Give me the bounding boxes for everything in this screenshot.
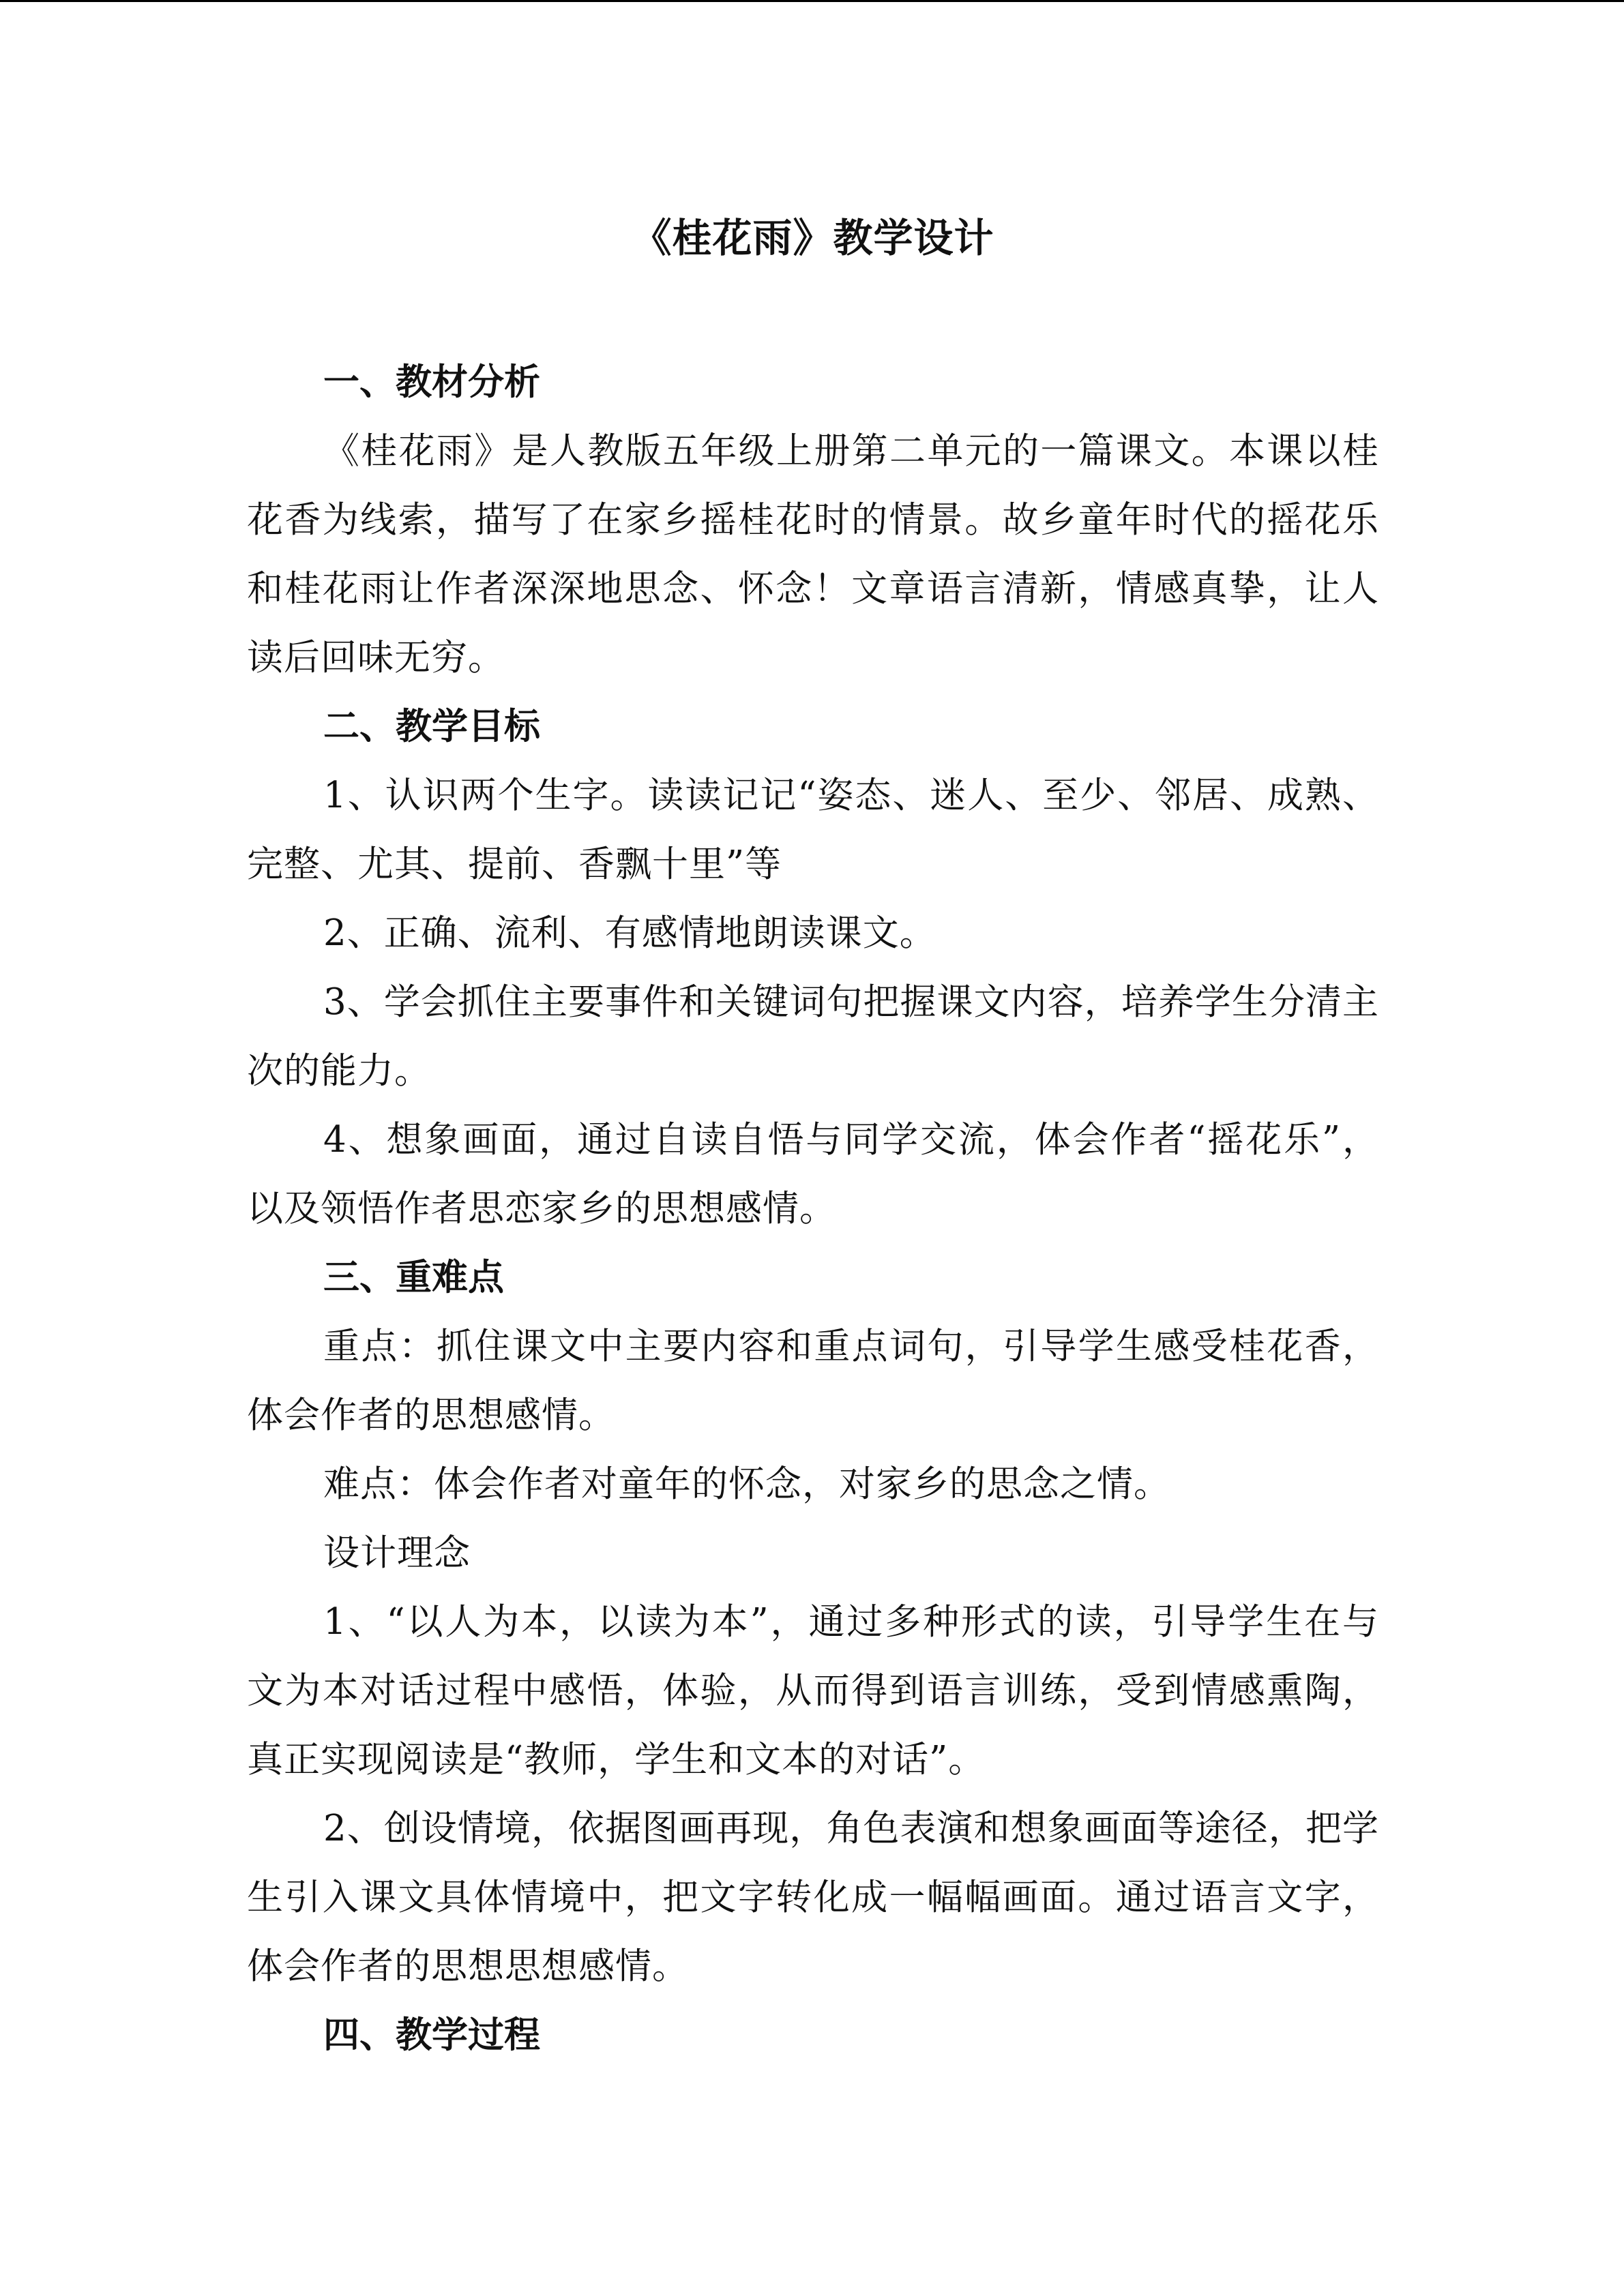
paragraph-goal-3: 3、学会抓住主要事件和关键词句把握课文内容，培养学生分清主次的能力。 xyxy=(247,981,1379,1092)
section-heading-key-points: 三、重难点 xyxy=(323,1256,504,1298)
document-body xyxy=(247,200,1379,2070)
paragraph-difficult-point: 难点：体会作者对童年的怀念，对家乡的思念之情。 xyxy=(323,1463,1170,1505)
section-heading-teaching-goals: 二、教学目标 xyxy=(323,705,540,747)
document-title: 《桂花雨》教学设计 xyxy=(632,215,994,261)
paragraph-design-concept-1: 1、“以人为本，以读为本”，通过多种形式的读，引导学生在与文为本对话过程中感悟，体验，从而得到语言训练，受到情感熏陶，真正实现阅读是“教师，学生和文本的对话”。 xyxy=(247,1601,1379,1780)
paragraph-textbook-analysis: 《桂花雨》是人教版五年级上册第二单元的一篇课文。本课以桂花香为线索，描写了在家乡摇桂花时的情景。故乡童年时代的摇花乐和桂花雨让作者深深地思念、怀念！文章语言清新，情感真挚，让人读后回味无穷。 xyxy=(247,430,1379,679)
paragraph-key-point: 重点：抓住课文中主要内容和重点词句，引导学生感受桂花香，体会作者的思想感情。 xyxy=(247,1326,1379,1436)
paragraph-goal-4: 4、想象画面，通过自读自悟与同学交流，体会作者“摇花乐”，以及领悟作者思恋家乡的思想感情。 xyxy=(247,1119,1379,1229)
section-heading-textbook-analysis: 一、教材分析 xyxy=(323,361,540,403)
paragraph-goal-2: 2、正确、流利、有感情地朗读课文。 xyxy=(323,912,936,954)
paragraph-goal-1: 1、认识两个生字。读读记记“姿态、迷人、至少、邻居、成熟、完整、尤其、提前、香飘十里”等 xyxy=(247,775,1379,885)
paragraph-design-concept-label: 设计理念 xyxy=(323,1532,471,1574)
paragraph-design-concept-2: 2、创设情境，依据图画再现，角色表演和想象画面等途径，把学生引入课文具体情境中，把文字转化成一幅幅画面。通过语言文字，体会作者的思想思想感情。 xyxy=(247,1808,1379,1987)
section-heading-teaching-process: 四、教学过程 xyxy=(323,2014,540,2056)
